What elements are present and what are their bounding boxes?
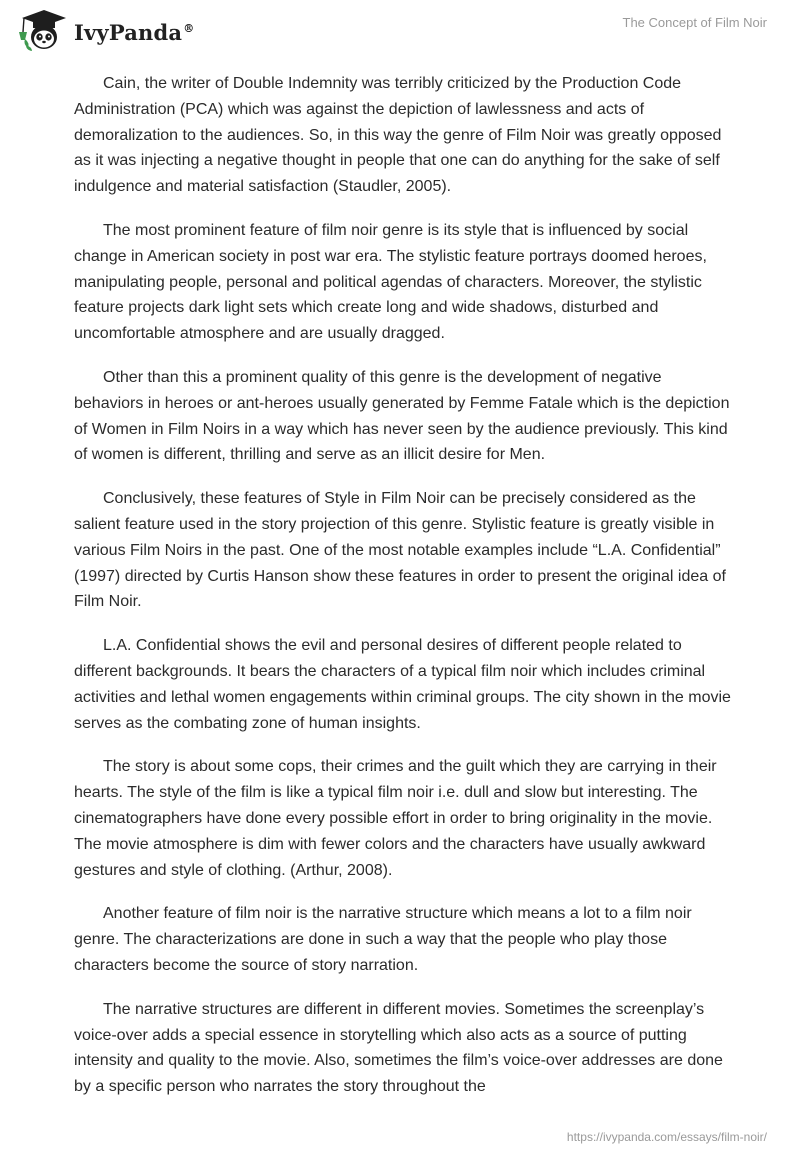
paragraph: Conclusively, these features of Style in Film Noir can be precisely considered as the salient feature used in the story projection of this genre. Stylistic feature is greatly visible in various Film Noirs in the past. One of the most notable examples include “L.A. Confidential” (1997) directed by Curtis Hanson show these features in order to present the original idea of Film Noir. <box>74 490 726 611</box>
paragraph: L.A. Confidential shows the evil and personal desires of different people related to different backgrounds. It bears the characters of a typical film noir which includes criminal activities and lethal women engagements within criminal groups. The city shown in the movie serves as the combating zone of human insights. <box>74 637 731 732</box>
paragraph: The story is about some cops, their crimes and the guilt which they are carrying in their hearts. The style of the film is like a typical film noir i.e. dull and slow but interesting. The cinematographers have done every possible effort in order to bring originality in the movie. The movie atmosphere is dim with fewer colors and the characters have usually awkward gestures and style of clothing. (Arthur, 2008). <box>74 758 717 879</box>
page-header <box>0 0 800 70</box>
brand-name: IvyPanda® <box>74 19 195 45</box>
paragraph: Cain, the writer of Double Indemnity was terribly criticized by the Production Code Administration (PCA) which was against the depiction of lawlessness and acts of demoralization to the audiences. So, in this way the genre of Film Noir was greatly opposed as it was injecting a negative thought in people that one can do anything for the sake of self indulgence and material satisfaction (Staudler, 2005). <box>74 75 722 196</box>
source-url[interactable]: https://ivypanda.com/essays/film-noir/ <box>566 1130 767 1144</box>
paragraph: Other than this a prominent quality of this genre is the development of negative behaviors in heroes or ant-heroes usually generated by Femme Fatale which is the depiction of Women in Film Noirs in a way which has never seen by the audience previously. This kind of women is different, thrilling and serve as an illicit desire for Men. <box>74 368 730 464</box>
paragraph: The most prominent feature of film noir genre is its style that is influenced by social change in American society in post war era. The stylistic feature portrays doomed heroes, manipulating people, personal and political agendas of characters. Moreover, the stylistic feature projects dark light sets which create long and wide shadows, disturbed and uncomfortable atmosphere and are usually dragged. <box>74 221 707 343</box>
paragraph: The narrative structures are different in different movies. Sometimes the screenplay’s voice-over adds a special essence in storytelling which also acts as a source of putting intensity and quality to the movie. Also, sometimes the film’s voice-over addresses are done by a specific person who narrates the story throughout the <box>74 1000 723 1096</box>
paragraph: Another feature of film noir is the narrative structure which means a lot to a film noir genre. The characterizations are done in such a way that the people who play those characters become the source of story narration. <box>74 905 692 974</box>
essay-body <box>74 71 734 1118</box>
document-title: The Concept of Film Noir <box>622 15 767 30</box>
ivypanda-logo[interactable] <box>14 8 194 54</box>
panda-graduation-cap-icon <box>14 8 68 54</box>
